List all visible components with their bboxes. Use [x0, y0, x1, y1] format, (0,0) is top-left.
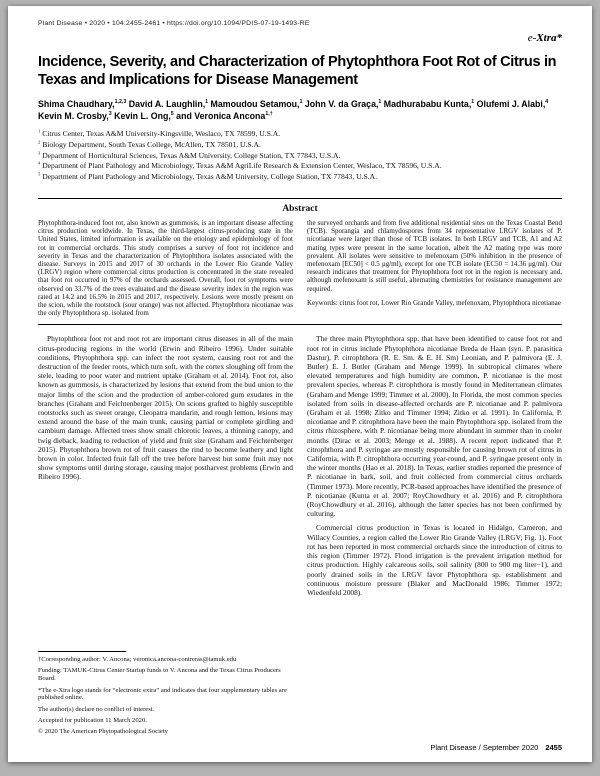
author-affiliation-marker: 1 — [471, 99, 475, 106]
author-affiliation-marker: 1,† — [265, 111, 273, 118]
affiliation-list — [38, 129, 562, 183]
abstract-text-left: Phytophthora-induced foot rot, also known as gummosis, is an important disease affecting citrus production worldwide. In Texas, the third-largest citrus-producing state in the United States, limited information is available on the etiology and epidemiology of foot rot in commercial orchards. This study comprises a survey of foot rot incidence and severity in Texas and the characterization of Phytophthora isolates associated with the disease. Surveys in 2015 and 2017 of 30 orchards in the Lower Rio Grande Valley (LRGV) region where commercial citrus production is concentrated in the state revealed that foot rot occurred in 97% of the orchards assessed. Overall, foot rot symptoms were observed on 33.7% of the trees evaluated and the disease severity index in the region was rated at 14.2 and 16.5% in 2015 and 2017, respectively. Lesions were mostly present on the scion, while the rootstock (sour orange) was not affected. Phytophthora nicotianae was the only Phytophthora sp. isolated from — [38, 218, 293, 318]
affiliation-number: 1 — [38, 128, 41, 134]
e-xtra-row — [38, 28, 562, 44]
author-list — [38, 98, 562, 122]
funding-note: Funding: TAMUK-Citrus Center Startup funds to V. Ancona and the Texas Citrus Producers Board. — [38, 667, 281, 683]
affiliation-line — [38, 161, 562, 172]
author-name: John V. da Graça, — [302, 99, 379, 109]
affiliation-text: Department of Plant Pathology and Microbiology, Texas A&M University, College Station, TX 77843, U.S.A. — [42, 172, 378, 182]
abstract-heading: Abstract — [282, 203, 318, 214]
e-xtra-note: *The e-Xtra logo stands for “electronic extra” and indicates that four supplementary tables are published online. — [38, 686, 287, 702]
body-paragraph: The three main Phytophthora spp. that have been identified to cause foot rot and root rot in citrus include Phytophthora nicotianae Breda de Haan (syn. P. parasitica Dastur), P. citrophthora (R. E. Sm. & E. H. Sm) Leonian, and P. palmivora (E. J. Butler) E. J. Butler (Graham and Menge 1999). In subtropical climates where elevated temperatures and high humidity are common, P. nicotianae is the most prevalent species, whereas P. citrophthora is mostly found in Mediterranean climates (Graham and Menge 1999; Timmer et al. 2000). In Florida, the most common species isolated from soils in disease-affected orchards are P. nicotianae and P. palmivora (Graham et al. 1998; Zitko and Timmer 1994; Zitko et al. 1991). In California, P. nicotianae and P. citrophthora have been the main Phytophthora spp. isolated from the citrus rhizosphere, with P. nicotianae being more abundant in summer than in cooler months (Dirac et al. 2003; Menge et al. 1988). A recent report indicated that P. citrophthora and P. syringae are mostly responsible for causing brown rot of citrus in California, with P. citrophthora occurring year-round, and P. syringae present only in the winter months (Hao et al. 2018). In Texas, earlier studies reported the presence of P. nicotianae in bark, soil, and fruit collected from commercial citrus orchards (Timmer 1973). More recently, PCR-based approaches have identified the presence of P. nicotianae (Kunta et al. 2007; RoyChowdhury et al. 2016) and P. citrophthora (RoyChowdhury et al. 2016), although the latter species has not been confirmed by culturing. — [307, 334, 562, 519]
corresponding-author-note: †Corresponding author: V. Ancona; veronica.ancona-contreras@tamuk.edu — [38, 656, 237, 664]
keywords-line: Keywords: citrus foot rot, Lower Rio Grande Valley, mefenoxam, Phytophthora nicotianae — [307, 298, 561, 307]
author-name: Kevin M. Crosby, — [38, 111, 109, 121]
abstract-text-right: the surveyed orchards and from five additional residential sites on the Texas Coastal Bend (TCB). Sporangia and chlamydospores from 34 representative LRGV isolates of P. nicotianae were larger than those of TCB isolates. In both LRGV and TCB, A1 and A2 mating types were present in the same location, albeit the A2 mating type was more prevalent. All isolates were sensitive to mefenoxam (50% inhibition in the presence of mefenoxam [EC50] < 0.5 μg/ml), except for one TCB isolate (EC50 = 14.36 μg/ml). Our research indicates that treatment for Phytophthora foot rot in the region is necessary and, although mefenoxam is still useful, alternating chemistries for resistance management are required. — [307, 218, 562, 293]
e-xtra-logo-rest: Xtra* — [536, 32, 562, 44]
author-name: David A. Laughlin, — [126, 99, 206, 109]
affiliation-text: Department of Plant Pathology and Microbiology, Texas A&M AgriLife Research & Extension Center, Weslaco, TX 78596, U.S.A. — [42, 161, 442, 171]
page-footer — [38, 743, 562, 752]
article-title: Incidence, Severity, and Characterization of Phytophthora Foot Rot of Citrus in Texas and Implications for Disease Management — [38, 54, 557, 88]
abstract-columns — [38, 219, 562, 317]
author-name: Madhurababu Kunta, — [381, 99, 472, 109]
affiliation-text: Department of Horticultural Sciences, Texas A&M University, College Station, TX 77843, U.S.A. — [42, 150, 341, 160]
affiliation-number: 2 — [38, 139, 41, 145]
body-paragraph: Commercial citrus production in Texas is located in Hidalgo, Cameron, and Willacy Counties, a region called the Lower Rio Grande Valley (LRGV; Fig. 1). Foot rot has been reported in most commercial orchards since the introduction of citrus to this region (Timmer 1972). Flood irrigation is the prevalent irrigation method for citrus production. Highly calcareous soils, soil salinity (800 to 900 mg liter−1), and poorly drained soils in the LRGV favor Phytophthora sp. establishment and continuous moisture pressure (Blaker and MacDonald 1986; Timmer 1972; Wiedenfeld 2008). — [307, 523, 562, 597]
author-affiliation-marker: 4 — [545, 99, 549, 106]
copyright-line: © 2020 The American Phytopathological Society — [38, 728, 168, 736]
affiliation-number: 4 — [38, 160, 41, 166]
affiliation-text: Citrus Center, Texas A&M University-Kingsville, Weslaco, TX 78599, U.S.A. — [42, 129, 281, 138]
author-name: Kevin L. Ong, — [111, 111, 171, 121]
affiliation-text: Biology Department, South Texas College, McAllen, TX 78501, U.S.A. — [42, 139, 261, 149]
e-xtra-logo — [528, 32, 562, 44]
author-affiliation-marker: 1 — [299, 99, 303, 106]
author-name: and Veronica Ancona — [173, 111, 266, 121]
author-name: Mamoudou Setamou, — [208, 99, 300, 109]
affiliation-line — [38, 140, 562, 151]
author-affiliation-marker: 1,2,3 — [114, 99, 127, 106]
abstract-column-left — [38, 219, 293, 317]
author-affiliation-marker: 1 — [378, 99, 382, 106]
author-name: Olufemi J. Alabi, — [474, 99, 546, 109]
accepted-date-note: Accepted for publication 11 March 2020. — [38, 716, 147, 724]
affiliation-number: 5 — [38, 171, 41, 177]
journal-page — [8, 6, 592, 762]
author-affiliation-marker: 1 — [205, 99, 209, 106]
abstract-column-right — [307, 219, 562, 317]
footer-page-number: 2455 — [545, 743, 562, 752]
conflict-of-interest-note: The author(s) declare no conflict of interest. — [38, 705, 155, 713]
article-body — [38, 334, 562, 736]
body-paragraph: Phytophthora foot rot and root rot are important citrus diseases in all of the main citrus-producing regions in the world (Erwin and Ribeiro 1996). Under suitable conditions, Phytophthora spp. can infect the root system, causing root rot and the destruction of the feeder roots, which turn soft, with the cortex sloughing off from the stele, leading to poor water and nutrient uptake (Graham et al. 2014). Foot rot, also known as gummosis, is characterized by lesions that extend from the bud union to the major limbs of the scion and the production of amber-colored gum exudates in the branches (Graham and Feichtenberger 2015). On scions grafted to highly susceptible rootstocks such as sweet orange, Cleopatra mandarin, and rough lemon, lesions may extend around the base of the main trunk, causing partial or complete girdling and cambium damage. Affected trees show small chlorotic leaves, a thinning canopy, and twig dieback, leading to reduction of yield and fruit size (Graham and Feichtenberger 2015). Phytophthora brown rot of fruit causes the rind to become leathery and light brown in color. Infected fruit fall off the tree before harvest but some fruit may not show symptoms until during storage, causing major postharvest problems (Erwin and Ribeiro 1996). — [38, 334, 293, 482]
affiliation-number: 3 — [38, 150, 41, 156]
body-column-right — [307, 334, 562, 736]
footnotes-block — [38, 645, 293, 736]
body-column-left — [38, 334, 293, 736]
author-affiliation-marker: 3 — [108, 111, 112, 118]
abstract-section — [38, 198, 562, 325]
author-name: Shima Chaudhary, — [38, 99, 115, 109]
affiliation-line — [38, 151, 562, 162]
e-xtra-logo-prefix: e- — [527, 32, 537, 44]
journal-citation: Plant Disease • 2020 • 104:2455-2461 • https://doi.org/10.1094/PDIS-07-19-1493-RE — [38, 20, 310, 27]
footer-journal-name: Plant Disease / September 2020 — [430, 743, 539, 752]
author-affiliation-marker: 5 — [170, 111, 174, 118]
affiliation-line — [38, 129, 562, 140]
footnote-separator-rule — [38, 651, 126, 652]
affiliation-line — [38, 172, 562, 183]
